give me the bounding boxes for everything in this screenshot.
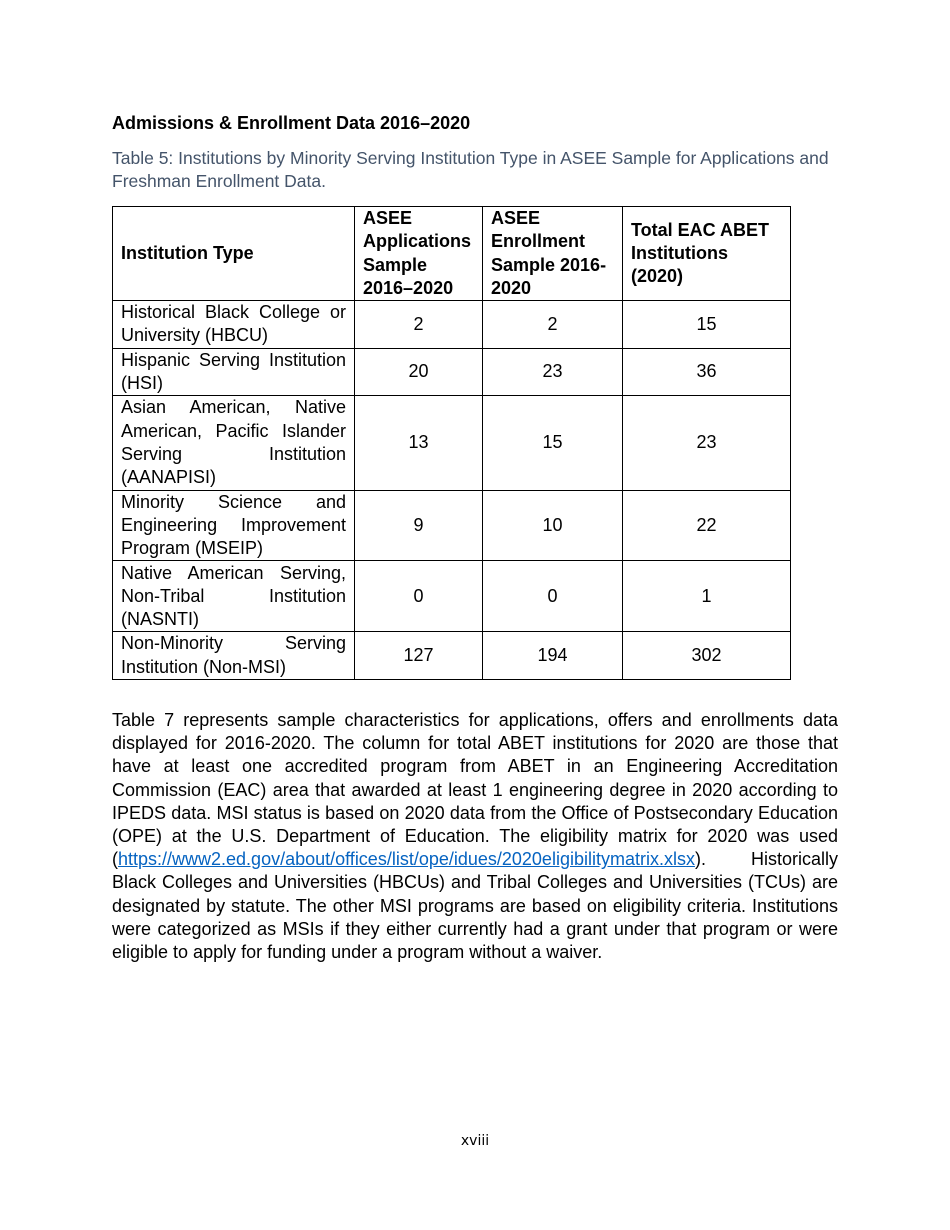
applications-cell: 13 <box>355 396 483 490</box>
total-cell: 22 <box>623 490 791 561</box>
header-total-eac-abet: Total EAC ABET Institutions (2020) <box>623 207 791 301</box>
applications-cell: 0 <box>355 561 483 632</box>
msi-institution-table <box>112 206 791 680</box>
applications-cell: 20 <box>355 348 483 396</box>
header-institution-type: Institution Type <box>113 207 355 301</box>
eligibility-matrix-link[interactable]: https://www2.ed.gov/about/offices/list/ope/idues/2020eligibilitymatrix.xlsx <box>118 849 695 870</box>
page-number: xviii <box>460 1133 490 1149</box>
table-row <box>113 632 791 680</box>
enrollment-cell: 194 <box>483 632 623 680</box>
enrollment-cell: 10 <box>483 490 623 561</box>
institution-type-cell: Minority Science and Engineering Improvement Program (MSEIP) <box>113 490 355 561</box>
body-paragraph <box>112 709 838 964</box>
table-header-row <box>113 207 791 301</box>
paragraph-text-before-link: Table 7 represents sample characteristics for applications, offers and enrollments data displayed for 2016-2020. The column for total ABET institutions for 2020 are those that have at least one accredited program from ABET in an Engineering Accreditation Commission (EAC) area that awarded at least 1 engineering degree in 2020 according to IPEDS data. MSI status is based on 2020 data from the Office of Postsecondary Education (OPE) at the U.S. Department of Education. The eligibility matrix for 2020 was used ( <box>112 710 838 870</box>
total-cell: 15 <box>623 301 791 349</box>
header-enrollment-sample: ASEE Enrollment Sample 2016-2020 <box>483 207 623 301</box>
enrollment-cell: 23 <box>483 348 623 396</box>
applications-cell: 2 <box>355 301 483 349</box>
institution-type-cell: Historical Black College or University (HBCU) <box>113 301 355 349</box>
section-heading: Admissions & Enrollment Data 2016–2020 <box>112 113 471 133</box>
enrollment-cell: 0 <box>483 561 623 632</box>
total-cell: 1 <box>623 561 791 632</box>
institution-type-cell: Native American Serving, Non-Tribal Institution (NASNTI) <box>113 561 355 632</box>
table-caption: Table 5: Institutions by Minority Serving Institution Type in ASEE Sample for Applications and Freshman Enrollment Data. <box>112 148 829 191</box>
institution-type-cell: Hispanic Serving Institution (HSI) <box>113 348 355 396</box>
paragraph-text-after-link: ). Historically Black Colleges and Universities (HBCUs) and Tribal Colleges and Universities (TCUs) are designated by statute. The other MSI programs are based on eligibility criteria. Institutions were categorized as MSIs if they either currently had a grant under that program or were eligible to apply for funding under a program without a waiver. <box>112 849 838 963</box>
header-applications-sample: ASEE Applications Sample 2016–2020 <box>355 207 483 301</box>
enrollment-cell: 2 <box>483 301 623 349</box>
table-row <box>113 348 791 396</box>
table-row <box>113 301 791 349</box>
table-row <box>113 490 791 561</box>
total-cell: 23 <box>623 396 791 490</box>
table-row <box>113 396 791 490</box>
table-row <box>113 561 791 632</box>
institution-type-cell: Asian American, Native American, Pacific Islander Serving Institution (AANAPISI) <box>113 396 355 490</box>
total-cell: 36 <box>623 348 791 396</box>
enrollment-cell: 15 <box>483 396 623 490</box>
applications-cell: 9 <box>355 490 483 561</box>
total-cell: 302 <box>623 632 791 680</box>
applications-cell: 127 <box>355 632 483 680</box>
institution-type-cell: Non-Minority Serving Institution (Non-MSI) <box>113 632 355 680</box>
